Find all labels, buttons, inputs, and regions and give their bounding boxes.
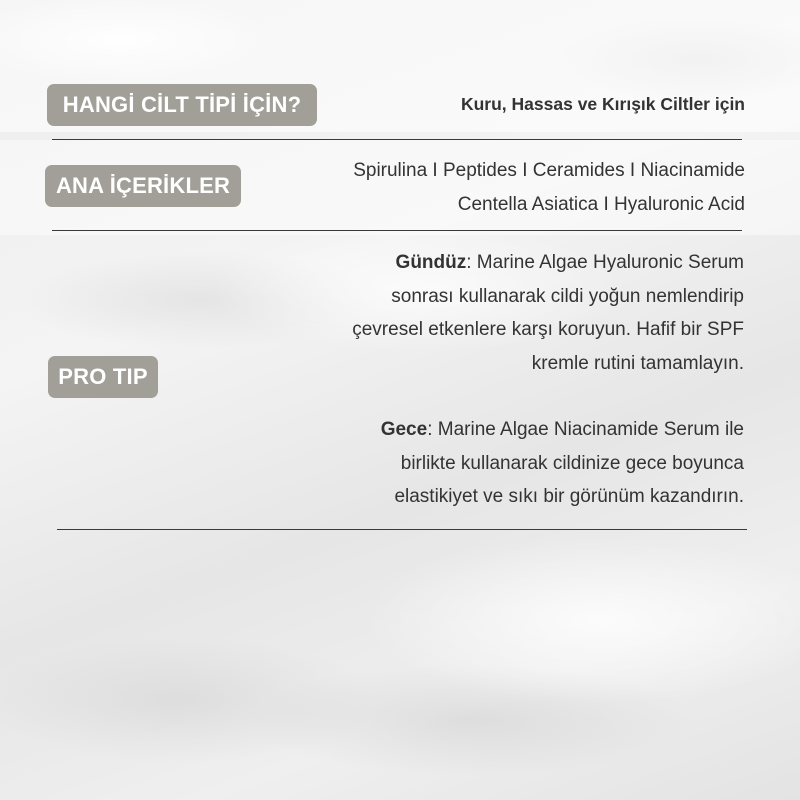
skin-type-value: Kuru, Hassas ve Kırışık Ciltler için	[460, 94, 745, 114]
pro-tip-badge: PRO TIP	[48, 356, 158, 398]
ingredients-line-1: Spirulina I Peptides I Ceramides I Niacinamide	[353, 160, 745, 181]
night-tip-line-1	[352, 413, 744, 447]
night-tip-label: Gece	[380, 419, 428, 440]
day-tip-line-1	[352, 246, 744, 280]
skin-type-badge: HANGİ CİLT TİPİ İÇİN?	[47, 84, 317, 126]
divider-3	[57, 529, 747, 530]
ingredients-list	[353, 154, 745, 222]
day-tip-label: Gündüz	[395, 252, 467, 273]
night-tip-line-3: elastikiyet ve sıkı bir görünüm kazandırın.	[394, 486, 744, 507]
ingredients-badge: ANA İÇERİKLER	[45, 165, 241, 207]
night-tip-line-2: birlikte kullanarak cildinize gece boyunca	[400, 452, 744, 474]
divider-1	[52, 139, 742, 140]
tip-spacer	[352, 380, 744, 413]
day-tip-text-1: : Marine Algae Hyaluronic Serum	[466, 252, 744, 273]
day-tip-line-4: kremle rutini tamamlayın.	[531, 352, 744, 374]
divider-2	[52, 230, 742, 231]
ingredients-line-2: Centella Asiatica I Hyaluronic Acid	[457, 194, 745, 215]
day-tip-line-2: sonrası kullanarak cildi yoğun nemlendirip	[391, 285, 744, 307]
pro-tip-text	[352, 246, 744, 514]
night-tip-text-1: : Marine Algae Niacinamide Serum ile	[427, 419, 744, 440]
day-tip-line-3: çevresel etkenlere karşı koruyun. Hafif bir SPF	[352, 319, 744, 340]
